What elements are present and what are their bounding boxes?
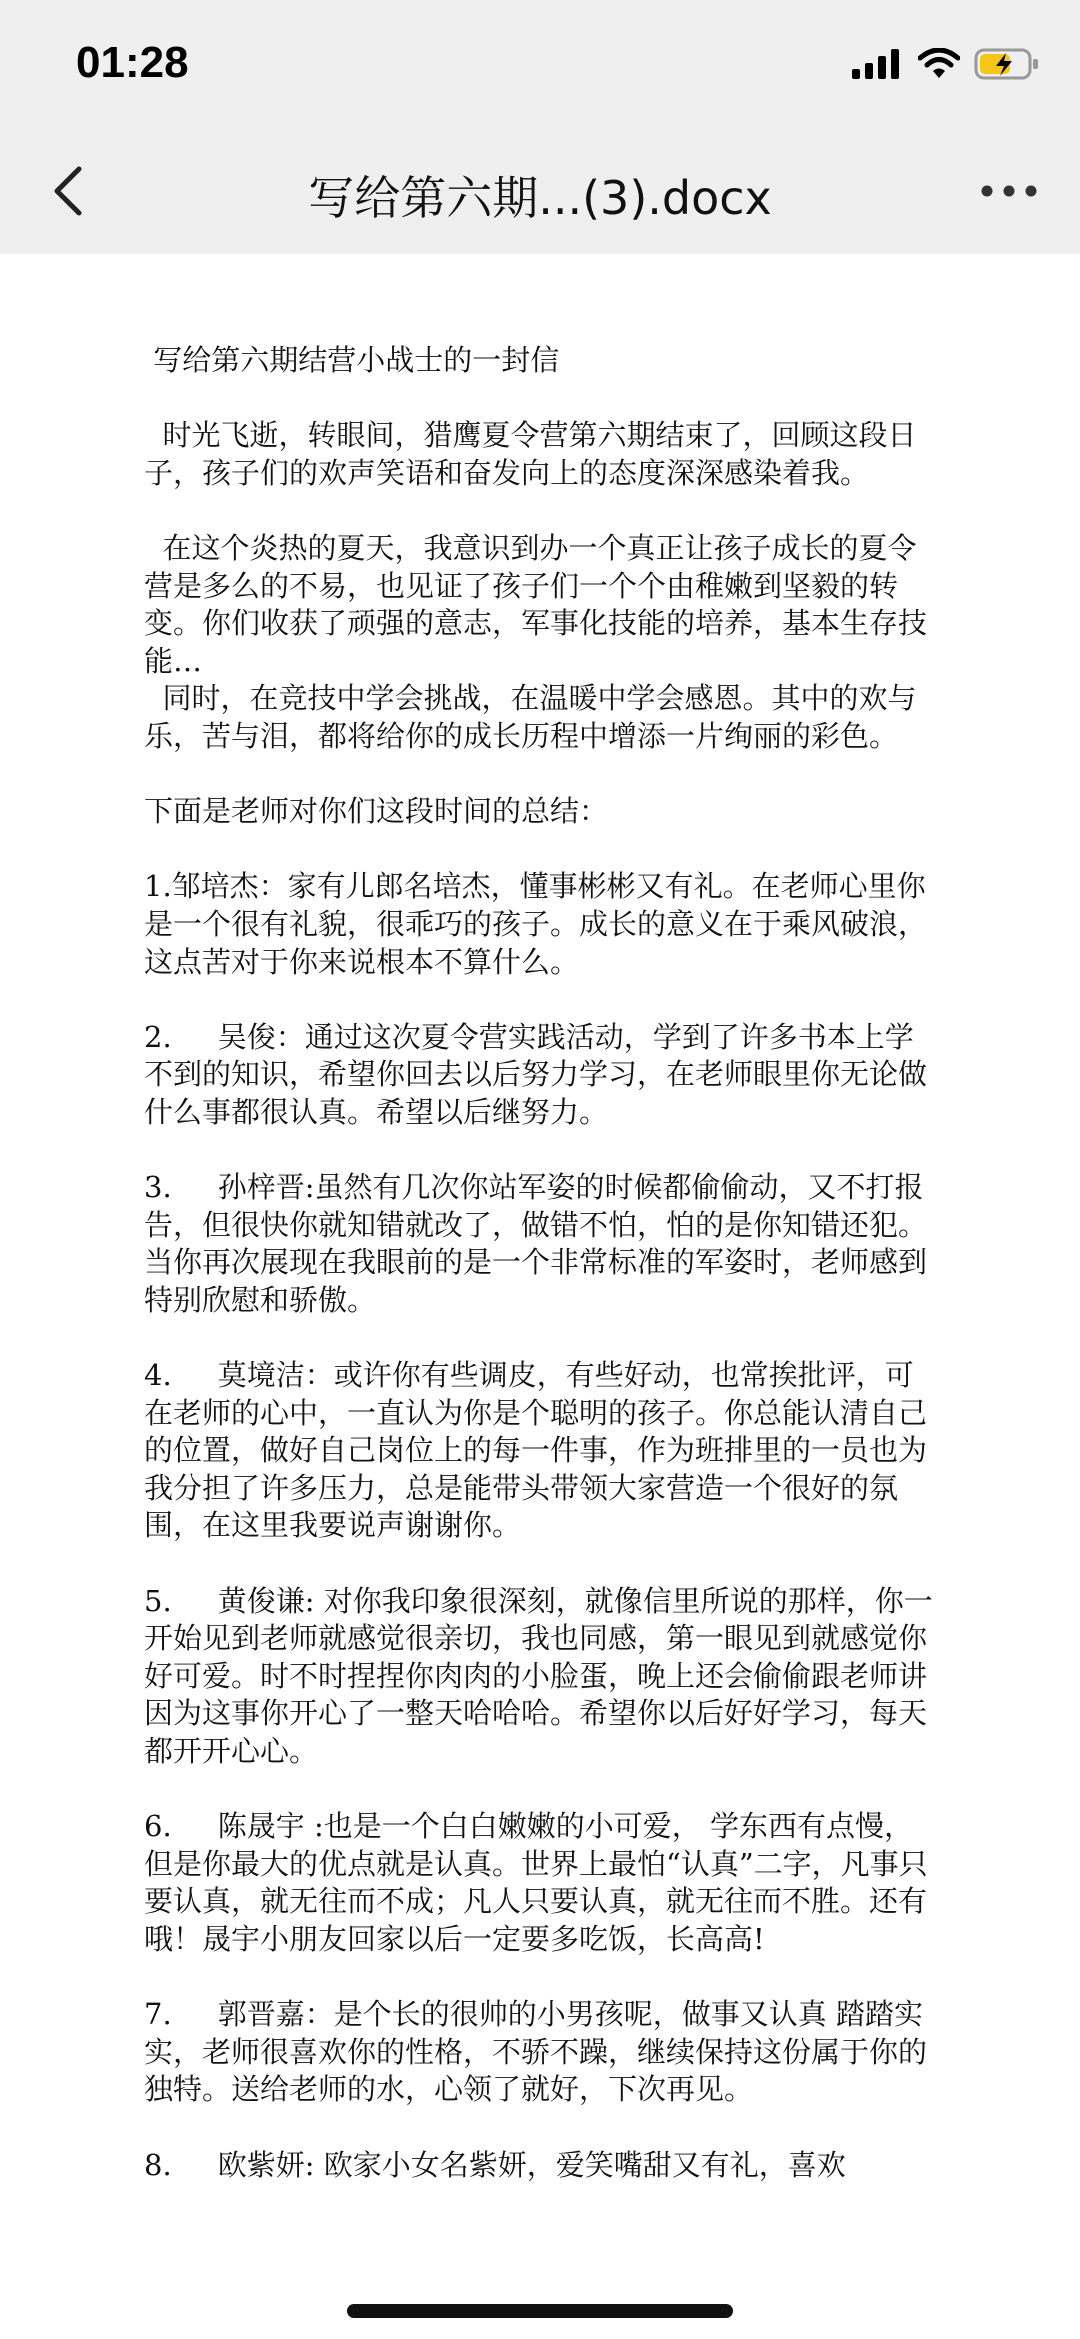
status-icons	[852, 44, 1040, 84]
document-viewer[interactable]	[0, 254, 1080, 2339]
paragraph-challenge: 同时，在竞技中学会挑战，在温暖中学会感恩。其中的欢与乐，苦与泪，都将给你的成长历程中增添一片绚丽的彩色。	[144, 681, 917, 753]
wifi-icon	[918, 48, 960, 80]
document-content	[144, 342, 934, 2222]
home-indicator[interactable]	[347, 2304, 733, 2318]
document-title: 写给第六期...(3).docx	[308, 171, 772, 225]
list-item: 5. 黄俊谦: 对你我印象很深刻，就像信里所说的那样，你一开始见到老师就感觉很亲切，我也同感，第一眼见到就感觉你好可爱。时不时捏捏你肉肉的小脸蛋，晚上还会偷偷跟老师讲因为这事你开心了一整天哈哈哈。希望你以后好好学习，每天都开开心心。	[144, 1583, 933, 1768]
status-time: 01:28	[76, 38, 189, 87]
list-item: 6. 陈晟宇 :也是一个白白嫩嫩的小可爱， 学东西有点慢， 但是你最大的优点就是认真。世界上最怕“认真”二字，凡事只要认真，就无往而不成；凡人只要认真，就无往而不胜。还有哦！晟宇小朋友回家以后一定要多吃饭，长高高!	[144, 1809, 928, 1956]
paragraph-summary-intro: 下面是老师对你们这段时间的总结：	[144, 794, 609, 829]
paragraph-summer: 在这个炎热的夏天，我意识到办一个真正让孩子成长的夏令营是多么的不易，也见证了孩子们一个个由稚嫩到坚毅的转变。你们收获了顽强的意志，军事化技能的培养，基本生存技能…	[144, 530, 928, 678]
navigation-bar	[0, 130, 1080, 254]
more-horizontal-icon	[981, 185, 1037, 197]
chevron-left-icon	[53, 165, 83, 217]
paragraph-intro: 时光飞逝，转眼间，猎鹰夏令营第六期结束了，回顾这段日子，孩子们的欢声笑语和奋发向上的态度深深感染着我。	[144, 418, 917, 490]
cellular-signal-icon	[852, 49, 904, 79]
list-item: 2. 吴俊：通过这次夏令营实践活动，学到了许多书本上学不到的知识，希望你回去以后努力学习，在老师眼里你无论做什么事都很认真。希望以后继努力。	[144, 1019, 928, 1129]
back-button[interactable]	[38, 156, 98, 226]
list-item: 8. 欧紫妍: 欧家小女名紫妍，爱笑嘴甜又有礼，喜欢	[144, 2147, 846, 2182]
list-item: 4. 莫境洁：或许你有些调皮，有些好动，也常挨批评，可在老师的心中，一直认为你是个聪明的孩子。你总能认清自己的位置，做好自己岗位上的每一件事，作为班排里的一员也为我分担了许多压力，总是能带头带领大家营造一个很好的氛围，在这里我要说声谢谢你。	[144, 1358, 928, 1543]
battery-charging-icon	[974, 47, 1040, 81]
status-bar	[0, 0, 1080, 130]
list-item: 1.邹培杰：家有儿郎名培杰，懂事彬彬又有礼。在老师心里你是一个很有礼貌，很乖巧的孩子。成长的意义在于乘风破浪，这点苦对于你来说根本不算什么。	[144, 869, 928, 979]
document-heading: 写给第六期结营小战士的一封信	[144, 343, 560, 377]
list-item: 7. 郭晋嘉：是个长的很帅的小男孩呢，做事又认真 踏踏实实，老师很喜欢你的性格，不骄不躁，继续保持这份属于你的独特。送给老师的水，心领了就好，下次再见。	[144, 1997, 928, 2107]
more-options-button[interactable]	[974, 166, 1044, 216]
list-item: 3. 孙梓晋:虽然有几次你站军姿的时候都偷偷动，又不打报告，但很快你就知错就改了，做错不怕，怕的是你知错还犯。当你再次展现在我眼前的是一个非常标准的军姿时，老师感到特别欣慰和骄傲。	[144, 1170, 928, 1317]
